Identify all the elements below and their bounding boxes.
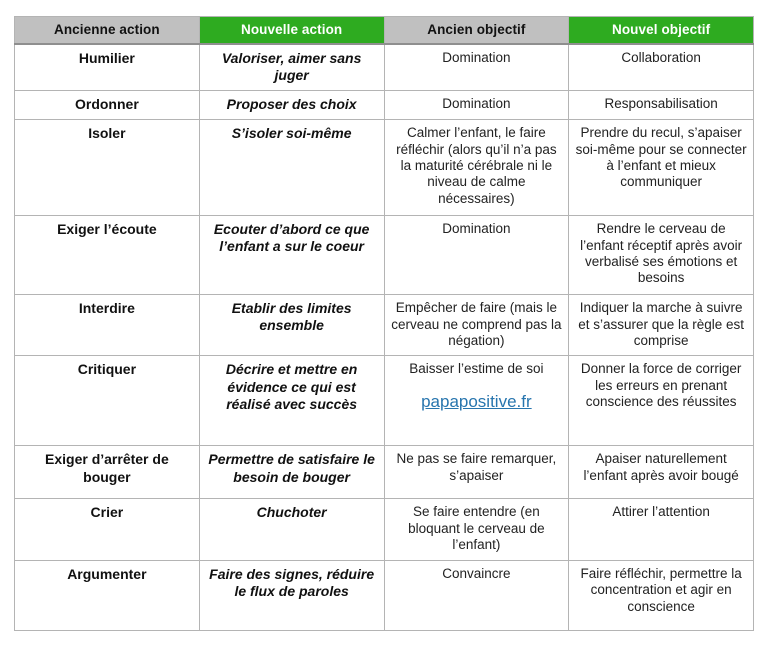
cell-text: Domination bbox=[442, 49, 511, 65]
cell-old_objective bbox=[384, 120, 569, 216]
cell-old_action bbox=[15, 120, 200, 216]
cell-old_objective bbox=[384, 216, 569, 295]
cell-old_action bbox=[15, 560, 200, 630]
column-header-ancien-objectif: Ancien objectif bbox=[384, 17, 569, 44]
table-header bbox=[15, 17, 754, 44]
cell-old_action bbox=[15, 446, 200, 499]
cell-new_objective bbox=[569, 499, 754, 560]
cell-new_objective bbox=[569, 91, 754, 120]
cell-new_action bbox=[199, 560, 384, 630]
cell-text: S’isoler soi-même bbox=[231, 125, 352, 142]
column-header-ancienne-action: Ancienne action bbox=[15, 17, 200, 44]
cell-new_action bbox=[199, 356, 384, 446]
cell-new_objective bbox=[569, 446, 754, 499]
table-row bbox=[15, 44, 754, 91]
actions-objectives-table bbox=[14, 16, 754, 631]
cell-text: Décrire et mettre en évidence ce qui est réalisé avec succès bbox=[225, 361, 358, 412]
cell-text: Permettre de satisfaire le besoin de bouger bbox=[208, 451, 375, 485]
cell-new_objective bbox=[569, 44, 754, 91]
table-row bbox=[15, 560, 754, 630]
cell-new_action bbox=[199, 499, 384, 560]
table-row bbox=[15, 499, 754, 560]
cell-new_objective bbox=[569, 120, 754, 216]
cell-text: Indiquer la marche à suivre et s’assurer que la règle est comprise bbox=[578, 300, 745, 349]
cell-old_objective bbox=[384, 560, 569, 630]
table-row bbox=[15, 120, 754, 216]
cell-new_action bbox=[199, 44, 384, 91]
cell-text: Collaboration bbox=[621, 49, 701, 65]
cell-old_objective bbox=[384, 446, 569, 499]
cell-text: Humilier bbox=[78, 49, 135, 66]
cell-text: Domination bbox=[442, 221, 511, 237]
cell-old_objective bbox=[384, 44, 569, 91]
cell-text: Calmer l’enfant, le faire réfléchir (alors qu’il n’a pas la maturité cérébrale ni le niveau de calme nécessaires) bbox=[396, 125, 557, 206]
cell-old_action bbox=[15, 216, 200, 295]
cell-text: Critiquer bbox=[77, 361, 137, 378]
cell-text: Faire réfléchir, permettre la concentration et agir en conscience bbox=[580, 565, 742, 614]
cell-text: Ne pas se faire remarquer, s’apaiser bbox=[396, 451, 557, 483]
cell-text: Crier bbox=[90, 504, 124, 521]
cell-text: Proposer des choix bbox=[226, 96, 357, 112]
table-row bbox=[15, 91, 754, 120]
cell-text: Interdire bbox=[78, 300, 135, 317]
table-body bbox=[15, 44, 754, 631]
cell-text: Baisser l’estime de soi bbox=[409, 361, 544, 377]
cell-old_objective bbox=[384, 295, 569, 356]
cell-old_action bbox=[15, 44, 200, 91]
cell-old_objective bbox=[384, 499, 569, 560]
table-row bbox=[15, 295, 754, 356]
cell-text: Responsabilisation bbox=[604, 96, 718, 111]
cell-new_action bbox=[199, 446, 384, 499]
cell-text: Etablir des limites ensemble bbox=[231, 300, 352, 334]
table-row bbox=[15, 216, 754, 295]
header-row bbox=[15, 17, 754, 44]
papapositive-link[interactable]: papapositive.fr bbox=[421, 391, 532, 411]
cell-text: Isoler bbox=[88, 125, 126, 142]
cell-text: Faire des signes, réduire le flux de paroles bbox=[209, 565, 375, 599]
cell-new_action bbox=[199, 120, 384, 216]
cell-text: Exiger d’arrêter de bouger bbox=[45, 451, 169, 485]
cell-old_action bbox=[15, 295, 200, 356]
cell-new_objective bbox=[569, 560, 754, 630]
page bbox=[0, 16, 768, 660]
cell-text: Valoriser, aimer sans juger bbox=[221, 49, 362, 83]
cell-text: Exiger l’écoute bbox=[57, 221, 157, 238]
cell-text: Convaincre bbox=[442, 565, 511, 581]
cell-text: Rendre le cerveau de l’enfant réceptif après avoir verbalisé ses émotions et besoins bbox=[580, 221, 743, 286]
cell-text: Chuchoter bbox=[256, 504, 327, 521]
cell-text: Prendre du recul, s’apaiser soi-même pour se connecter à l’enfant et mieux communiquer bbox=[575, 125, 747, 190]
cell-new_action bbox=[199, 295, 384, 356]
cell-text: Empêcher de faire (mais le cerveau ne comprend pas la négation) bbox=[391, 300, 562, 349]
cell-old_objective bbox=[384, 356, 569, 446]
cell-text: Se faire entendre (en bloquant le cerveau de l’enfant) bbox=[408, 504, 545, 553]
cell-old_action bbox=[15, 499, 200, 560]
cell-text: Ecouter d’abord ce que l’enfant a sur le coeur bbox=[213, 221, 370, 255]
column-header-nouvel-objectif: Nouvel objectif bbox=[569, 17, 754, 44]
cell-text: Domination bbox=[442, 96, 511, 111]
cell-new_action bbox=[199, 91, 384, 120]
cell-new_objective bbox=[569, 295, 754, 356]
cell-old_action bbox=[15, 356, 200, 446]
cell-text: Ordonner bbox=[74, 96, 139, 112]
table-row bbox=[15, 446, 754, 499]
cell-new_objective bbox=[569, 216, 754, 295]
cell-text: Donner la force de corriger les erreurs en prenant conscience des réussites bbox=[580, 361, 742, 410]
column-header-nouvelle-action: Nouvelle action bbox=[199, 17, 384, 44]
cell-old_action bbox=[15, 91, 200, 120]
cell-text: Attirer l’attention bbox=[612, 504, 710, 520]
table-row bbox=[15, 356, 754, 446]
cell-old_objective bbox=[384, 91, 569, 120]
cell-text: Apaiser naturellement l’enfant après avoir bougé bbox=[583, 451, 739, 483]
cell-text: Argumenter bbox=[67, 565, 147, 582]
cell-new_action bbox=[199, 216, 384, 295]
cell-new_objective bbox=[569, 356, 754, 446]
